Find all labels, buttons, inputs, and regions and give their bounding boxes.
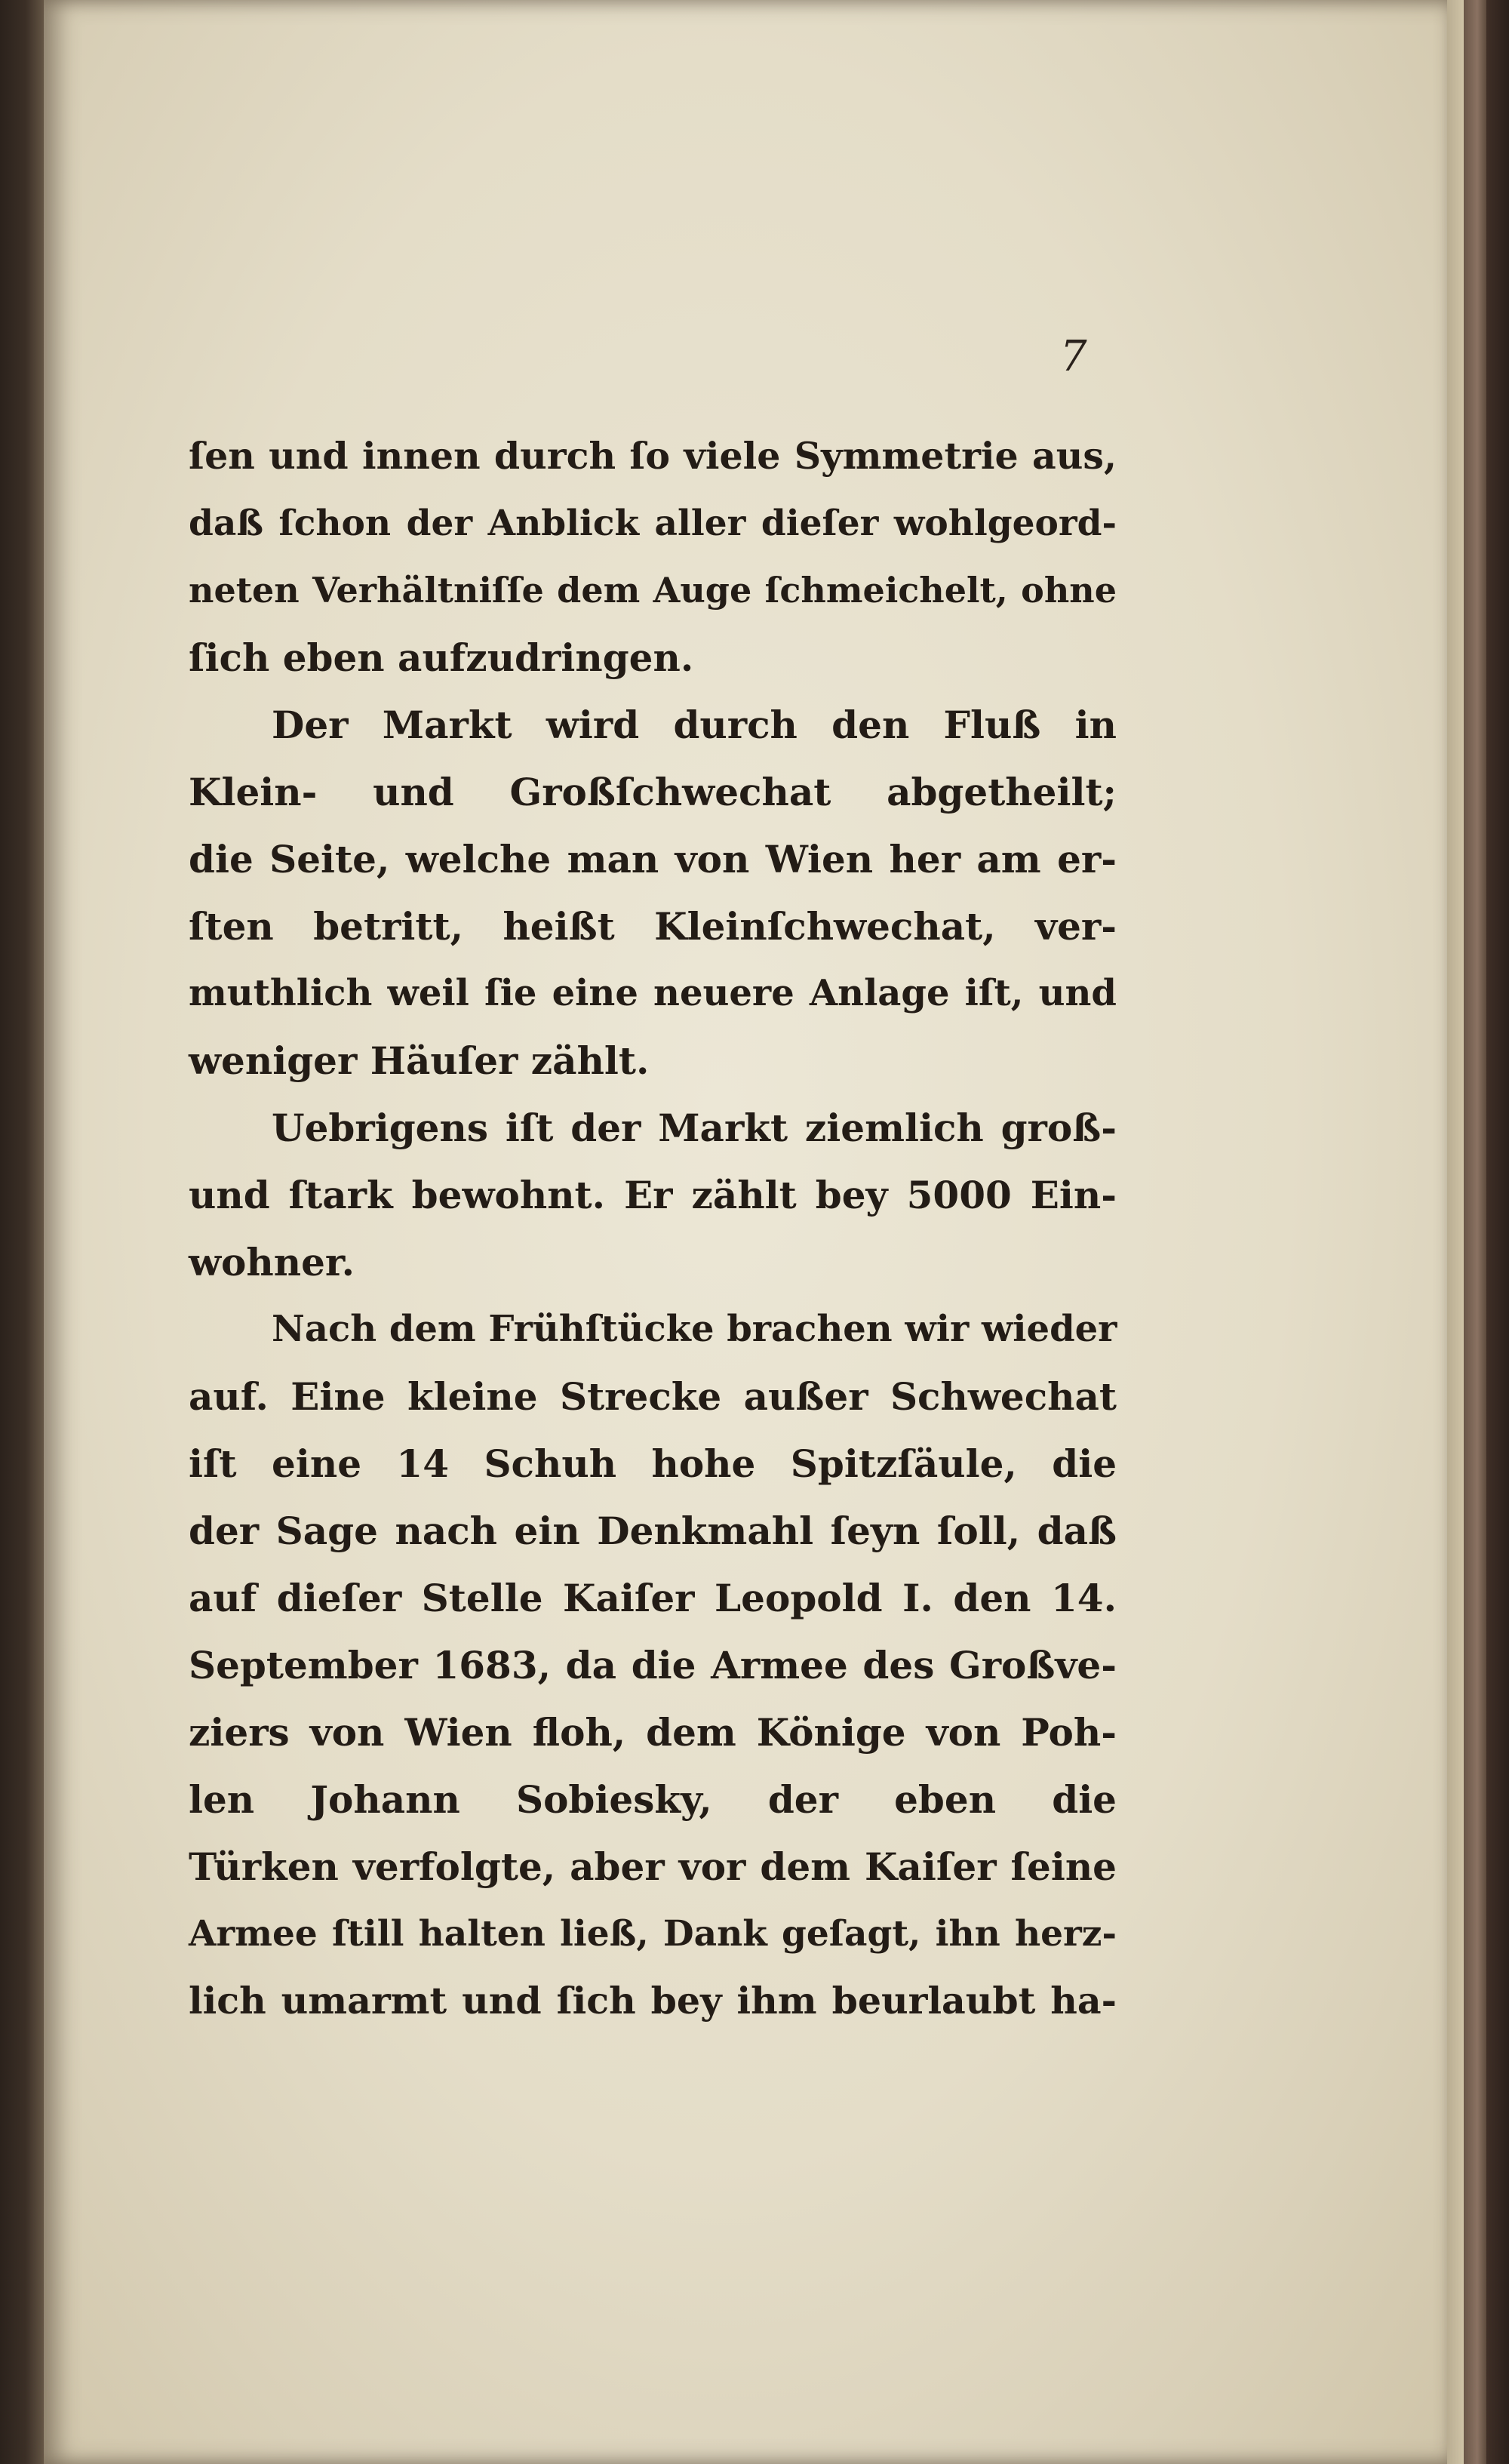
book-cover-back [1486,0,1509,2464]
text-line: der Sage nach ein Denkmahl ſeyn ſoll, daß [189,1509,1117,1553]
book-binding [0,0,47,2464]
text-line: ſich eben aufzudringen. [189,635,694,680]
text-line: wohner. [189,1240,355,1284]
text-line: iſt eine 14 Schuh hohe Spitzſäule, die [189,1441,1117,1486]
text-line: Uebrigens iſt der Markt ziemlich groß- [272,1106,1117,1150]
text-line: September 1683, da die Armee des Großve- [189,1643,1117,1687]
text-line: neten Verhältniſſe dem Auge ſchmeichelt, ohne [189,570,1117,611]
text-line: ziers von Wien floh, dem Könige von Poh- [189,1710,1117,1755]
text-line: auf dieſer Stelle Kaiſer Leopold I. den 14. [189,1576,1117,1620]
text-line: weniger Häuſer zählt. [189,1038,650,1083]
page-number: 7 [1060,332,1087,381]
text-line: Der Markt wird durch den Fluß in [272,703,1117,747]
text-line: Armee ſtill halten ließ, Dank geſagt, ihn herz- [189,1913,1117,1955]
text-line: die Seite, welche man von Wien her am er- [189,837,1117,881]
text-line: ſten betritt, heißt Kleinſchwechat, ver- [189,904,1117,949]
page-edges [1447,0,1464,2464]
text-line: und ſtark bewohnt. Er zählt bey 5000 Ein- [189,1173,1117,1217]
paragraph [189,1296,1117,2035]
text-line: lich umarmt und ſich bey ihm beurlaubt ha- [189,1979,1117,2023]
book-cover-edge [1464,0,1486,2464]
text-line: ſen und innen durch ſo viele Symmetrie aus, [189,434,1117,478]
text-line: muthlich weil ſie eine neuere Anlage iſt, und [189,972,1117,1014]
text-line: len Johann Sobiesky, der eben die [189,1777,1117,1822]
paragraph [189,423,1117,691]
paragraph [189,691,1117,1094]
text-line: Nach dem Frühſtücke brachen wir wieder [272,1308,1117,1350]
text-line: Klein- und Großſchwechat abgetheilt; [189,770,1117,814]
text-line: daß ſchon der Anblick aller dieſer wohlgeord- [189,503,1117,544]
text-line: Türken verfolgte, aber vor dem Kaiſer ſeine [189,1844,1117,1889]
body-text [189,423,1117,2035]
paragraph [189,1094,1117,1296]
text-line: auf. Eine kleine Strecke außer Schwechat [189,1374,1117,1419]
